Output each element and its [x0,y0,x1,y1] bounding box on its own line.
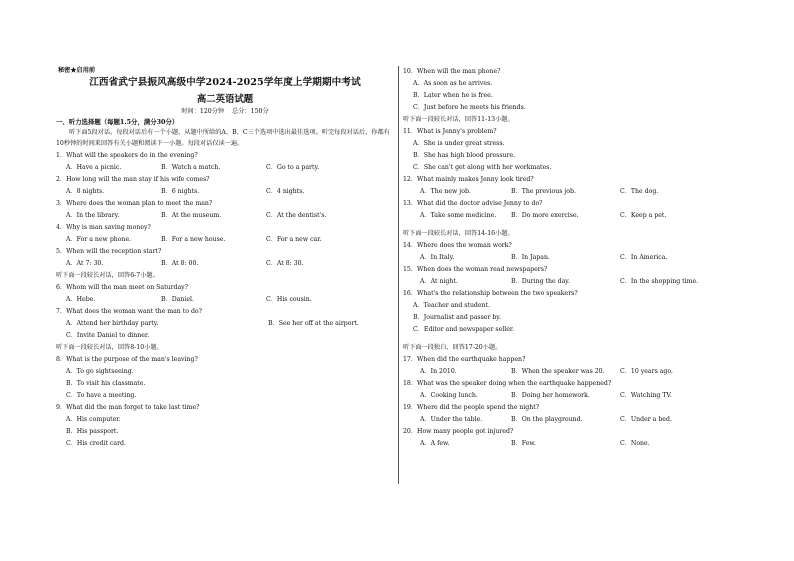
options-row [403,252,743,264]
question-stem: 17．When did the earthquake happen? [403,356,526,363]
answer-option: A．As soon as he arrives. [413,80,493,87]
question-stem: 听下面一段较长对话，回答11-13小题。 [403,116,514,123]
answer-option-b: B．Watch a match. [161,163,221,171]
answer-option-c: C．None. [620,440,650,447]
answer-option-c: C．For a new car. [266,235,322,243]
column-divider [398,66,399,484]
confidential-mark: 秘密★启用前 [58,67,96,74]
answer-option-b: B．On the playground. [511,416,583,423]
question-stem: 20．How many people got injured? [403,428,514,435]
question-stem: 7．What does the woman want the man to do? [56,307,202,315]
question-stem: 听下面一段较长对话，回答14-16小题。 [403,230,514,237]
answer-option-a: A．Attend her birthday party. [66,319,159,327]
question-stem: 16．What's the relationship between the two speakers? [403,290,578,297]
answer-option-b: B．Daniel. [161,295,194,303]
options-row [56,210,394,222]
section-title: 一、听力选择题（每题1.5分，满分30分） [56,118,179,126]
answer-option-b: B．In Japan. [511,254,550,261]
answer-option-b: B．When the speaker was 20. [511,368,605,375]
question-stem: 11．What is Jenny's problem? [403,128,497,135]
answer-option: C．His credit card. [66,439,126,447]
options-row [403,390,743,402]
answer-option: B．Later when he is free. [413,92,493,99]
question-stem: 4．Why is man saving money? [56,223,151,231]
question-stem: 9．What did the man forget to take last time? [56,403,200,411]
answer-option-c: C．At the dentist's. [266,211,327,219]
answer-option-a: A．Under the table. [420,416,483,423]
section-instructions: 听下面5段对话。每段对话后有一个小题，从题中所给的A、B、C三个选项中选出最佳选项。听完每段对话后，你都有10秒钟的时间来回答有关小题和阅读下一小题。每段对话仅读一遍。 [56,129,390,148]
question-stem: 14．Where does the woman work? [403,242,512,249]
answer-option: B．She has high blood pressure. [413,152,516,159]
question-stem: 10．When will the man phone? [403,68,501,75]
answer-option-c: C．His cousin. [266,295,312,303]
answer-option-a: A．A few. [420,440,450,447]
question-stem: 听下面一段独白，回答17-20小题。 [403,344,502,351]
answer-option-a: A．Hebe. [66,295,96,303]
options-row [403,414,743,426]
answer-option: C．Editor and newspaper seller. [413,326,515,333]
answer-option-a: A．Take some medicine. [420,212,497,219]
question-stem: 5．When will the reception start? [56,247,162,255]
answer-option-a: A．At 7: 30. [66,259,104,267]
question-stem: 听下面一段较长对话，回答8-10小题。 [56,343,163,351]
answer-option: B．Journalist and passer by. [413,314,501,321]
answer-option: A．His computer. [66,415,121,423]
answer-option-b: B．At 8: 00. [161,259,199,267]
answer-option-c: C．The dog. [620,188,659,195]
question-stem: 18．What was the speaker doing when the earthquake happened? [403,380,612,387]
answer-option-a: A．The new job. [420,188,471,195]
options-row [56,186,394,198]
answer-option: A．To go sightseeing. [66,367,134,375]
question-stem: 3．Where does the woman plan to meet the man? [56,199,213,207]
answer-option-c: C．Go to a party. [266,163,320,171]
answer-option: C．To have a meeting. [66,391,137,399]
question-stem: 12．What mainly makes Jenny look tired? [403,176,534,183]
answer-option: A．She is under great stress. [413,140,505,147]
answer-option-b: B．At the museum. [161,211,222,219]
answer-option-c: C．At 8: 30. [266,259,304,267]
exam-score: 总分：150分 [232,108,269,115]
answer-option-a: A．In Italy. [420,254,455,261]
options-row [56,258,394,270]
answer-option-b: B．Do more exercise. [511,212,579,219]
options-row [56,294,394,306]
answer-option-a: A．8 nights. [66,187,105,195]
exam-subject: 高二英语试题 [196,94,254,105]
left-question-list [56,150,394,450]
right-question-list [403,66,743,450]
answer-option-b: B．For a new house. [161,235,226,243]
question-stem: 15．When does the woman read newspapers? [403,266,548,273]
answer-option-c: C．Keep a pet. [620,212,667,219]
options-row [56,234,394,246]
answer-option: A．Teacher and student. [413,302,490,309]
answer-option-c: C．4 nights. [266,187,305,195]
right-column [403,66,743,450]
answer-option-a: A．At night. [420,278,458,285]
options-row [403,186,743,198]
question-stem: 8．What is the purpose of the man's leaving? [56,355,198,363]
answer-option-c: C．Watching TV. [620,392,672,399]
options-row [403,438,743,450]
answer-option: B．To visit his classmate. [66,379,146,387]
options-row [403,366,743,378]
question-stem: 6．Whom will the man meet on Saturday? [56,283,188,291]
options-row [403,210,743,222]
school-title: 江西省武宁县振风高级中学2024-2025学年度上学期期中考试 [89,77,361,88]
question-stem: 听下面一段较长对话，回答6-7小题。 [56,271,159,279]
answer-option: C．Invite Daniel to dinner. [66,331,150,339]
answer-option-b: B．See her off at the airport. [268,319,359,327]
question-stem: 13．What did the doctor advise Jenny to do? [403,200,543,207]
options-row [56,162,394,174]
answer-option-c: C．10 years ago. [620,368,673,375]
answer-option-a: A．In the library. [66,211,120,219]
answer-option: C．Just before he meets his friends. [413,104,526,111]
exam-time: 时间：120分钟 [181,108,225,115]
answer-option-c: C．In the shopping time. [620,278,699,285]
question-stem: 19．Where did the people spend the night? [403,404,540,411]
answer-option-a: A．For a new phone. [66,235,132,243]
answer-option-a: A．Have a picnic. [66,163,122,171]
options-row [403,276,743,288]
answer-option-b: B．During the day. [511,278,570,285]
options-row [56,318,394,330]
answer-option-c: C．In America. [620,254,668,261]
answer-option-b: B．The previous job. [511,188,576,195]
answer-option-b: B．Doing her homework. [511,392,590,399]
left-column [56,66,394,450]
answer-option-c: C．Under a bed. [620,416,672,423]
answer-option-a: A．Cooking lunch. [420,392,478,399]
answer-option-b: B．6 nights. [161,187,200,195]
question-stem: 1．What will the speakers do in the evening? [56,151,198,159]
answer-option-a: A．In 2010. [420,368,457,375]
answer-option: B．His passport. [66,427,119,435]
answer-option-b: B．Few. [511,440,536,447]
answer-option: C．She can't get along with her workmates. [413,164,552,171]
exam-meta [56,107,394,117]
question-stem: 2．How long will the man stay if his wife comes? [56,175,210,183]
